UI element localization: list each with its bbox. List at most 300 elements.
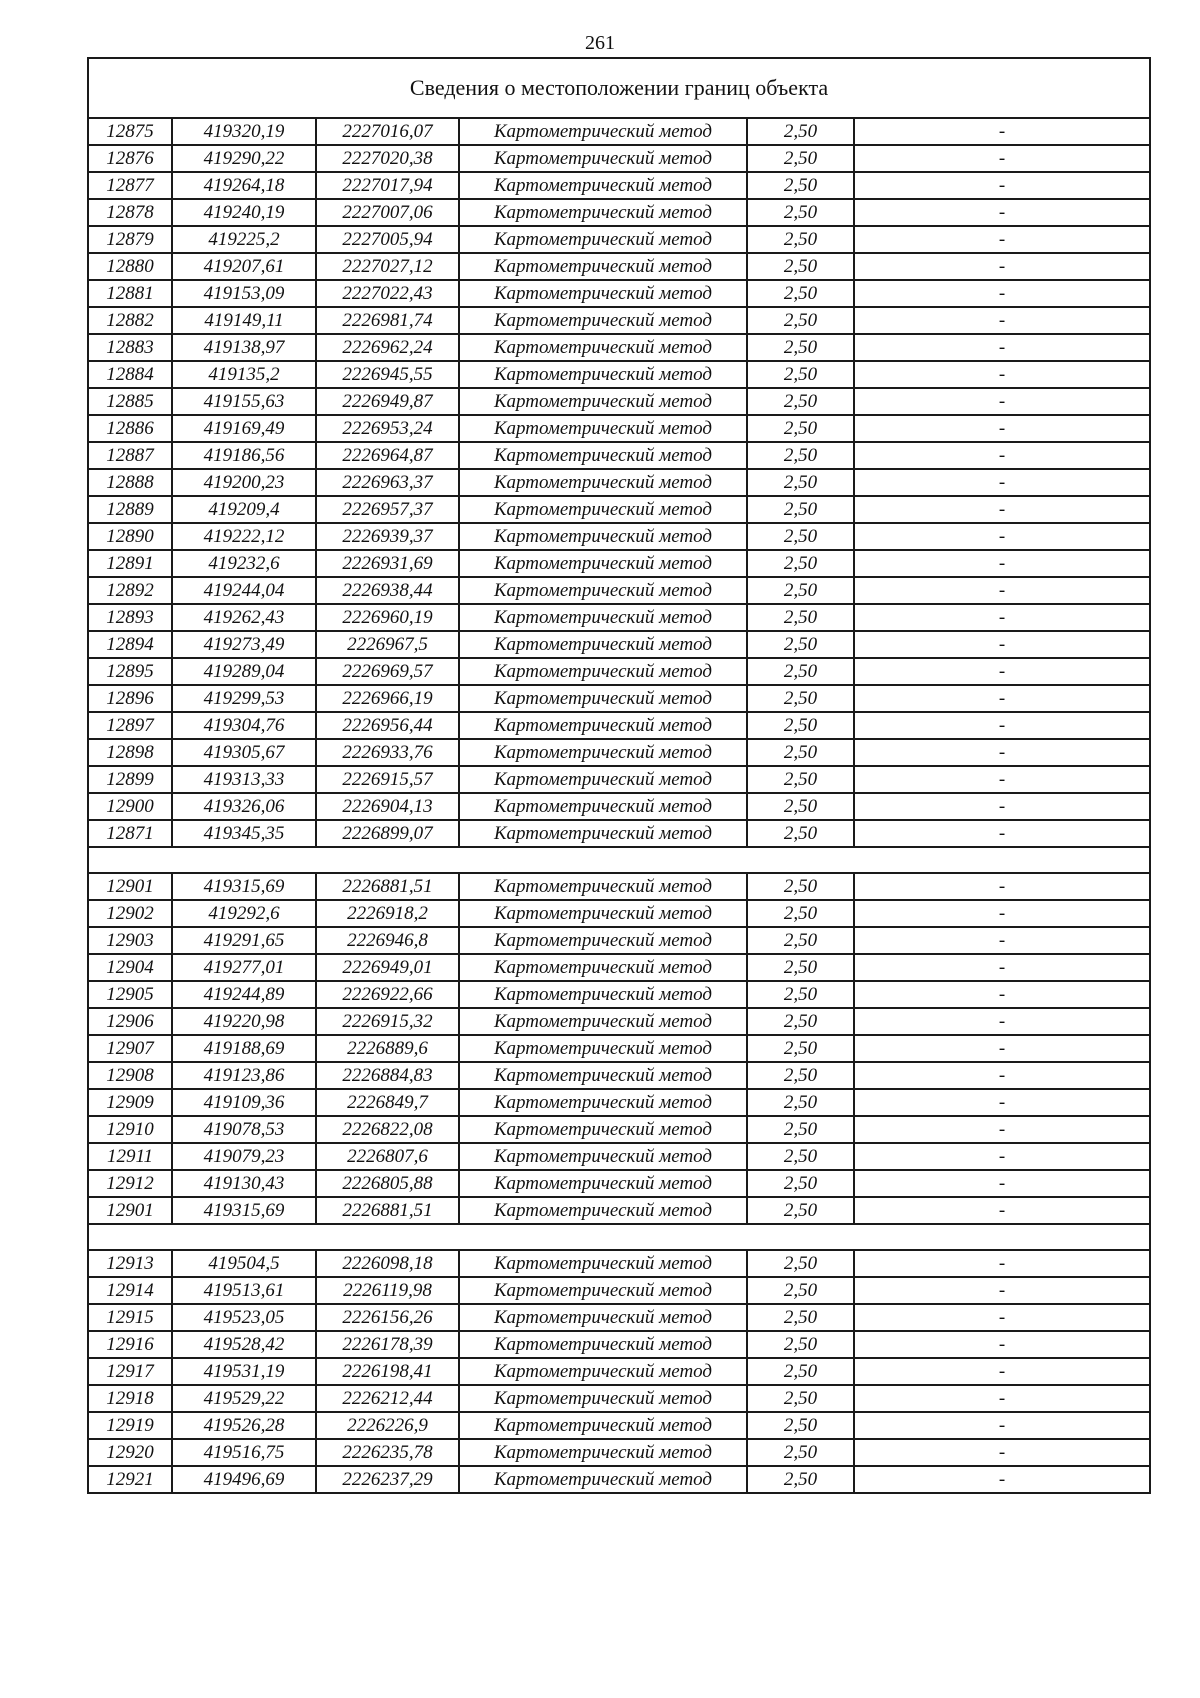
x-coordinate-cell: 419513,61 [172,1277,316,1304]
method-cell: Картометрический метод [459,226,747,253]
accuracy-cell: 2,50 [747,900,854,927]
accuracy-cell: 2,50 [747,172,854,199]
method-cell: Картометрический метод [459,442,747,469]
accuracy-cell: 2,50 [747,658,854,685]
y-coordinate-cell: 2226226,9 [316,1412,459,1439]
table-row [88,1385,1150,1412]
accuracy-cell: 2,50 [747,1439,854,1466]
accuracy-cell: 2,50 [747,1412,854,1439]
accuracy-cell: 2,50 [747,1331,854,1358]
y-coordinate-cell: 2226899,07 [316,820,459,847]
description-cell: - [854,631,1150,658]
table-row [88,1143,1150,1170]
method-cell: Картометрический метод [459,1116,747,1143]
method-cell: Картометрический метод [459,1089,747,1116]
table-row [88,550,1150,577]
point-number-cell: 12906 [88,1008,172,1035]
method-cell: Картометрический метод [459,550,747,577]
point-number-cell: 12892 [88,577,172,604]
description-cell: - [854,1439,1150,1466]
point-number-cell: 12883 [88,334,172,361]
point-number-cell: 12921 [88,1466,172,1493]
table-row [88,1250,1150,1277]
method-cell: Картометрический метод [459,1304,747,1331]
accuracy-cell: 2,50 [747,199,854,226]
point-number-cell: 12910 [88,1116,172,1143]
table-row [88,253,1150,280]
boundary-coordinates-sheet [87,57,1149,1494]
y-coordinate-cell: 2226915,57 [316,766,459,793]
method-cell: Картометрический метод [459,1331,747,1358]
x-coordinate-cell: 419220,98 [172,1008,316,1035]
accuracy-cell: 2,50 [747,1277,854,1304]
point-number-cell: 12891 [88,550,172,577]
y-coordinate-cell: 2226178,39 [316,1331,459,1358]
method-cell: Картометрический метод [459,712,747,739]
y-coordinate-cell: 2226156,26 [316,1304,459,1331]
point-number-cell: 12903 [88,927,172,954]
accuracy-cell: 2,50 [747,1250,854,1277]
description-cell: - [854,793,1150,820]
y-coordinate-cell: 2227027,12 [316,253,459,280]
x-coordinate-cell: 419291,65 [172,927,316,954]
method-cell: Картометрический метод [459,1412,747,1439]
method-cell: Картометрический метод [459,1385,747,1412]
method-cell: Картометрический метод [459,1358,747,1385]
method-cell: Картометрический метод [459,199,747,226]
y-coordinate-cell: 2226953,24 [316,415,459,442]
description-cell: - [854,1143,1150,1170]
x-coordinate-cell: 419523,05 [172,1304,316,1331]
description-cell: - [854,1466,1150,1493]
accuracy-cell: 2,50 [747,793,854,820]
y-coordinate-cell: 2226881,51 [316,1197,459,1224]
description-cell: - [854,145,1150,172]
y-coordinate-cell: 2226949,01 [316,954,459,981]
description-cell: - [854,1412,1150,1439]
y-coordinate-cell: 2226962,24 [316,334,459,361]
method-cell: Картометрический метод [459,981,747,1008]
x-coordinate-cell: 419345,35 [172,820,316,847]
table-row [88,307,1150,334]
table-row [88,1277,1150,1304]
description-cell: - [854,118,1150,145]
table-row [88,1304,1150,1331]
method-cell: Картометрический метод [459,118,747,145]
x-coordinate-cell: 419188,69 [172,1035,316,1062]
table-row [88,793,1150,820]
y-coordinate-cell: 2227007,06 [316,199,459,226]
description-cell: - [854,1197,1150,1224]
point-number-cell: 12882 [88,307,172,334]
point-number-cell: 12894 [88,631,172,658]
accuracy-cell: 2,50 [747,604,854,631]
description-cell: - [854,1116,1150,1143]
accuracy-cell: 2,50 [747,577,854,604]
table-row [88,415,1150,442]
y-coordinate-cell: 2226119,98 [316,1277,459,1304]
method-cell: Картометрический метод [459,793,747,820]
description-cell: - [854,712,1150,739]
method-cell: Картометрический метод [459,1466,747,1493]
y-coordinate-cell: 2227022,43 [316,280,459,307]
accuracy-cell: 2,50 [747,388,854,415]
method-cell: Картометрический метод [459,604,747,631]
accuracy-cell: 2,50 [747,523,854,550]
method-cell: Картометрический метод [459,1170,747,1197]
method-cell: Картометрический метод [459,577,747,604]
y-coordinate-cell: 2226198,41 [316,1358,459,1385]
x-coordinate-cell: 419320,19 [172,118,316,145]
y-coordinate-cell: 2226805,88 [316,1170,459,1197]
method-cell: Картометрический метод [459,307,747,334]
accuracy-cell: 2,50 [747,1385,854,1412]
y-coordinate-cell: 2226212,44 [316,1385,459,1412]
method-cell: Картометрический метод [459,172,747,199]
y-coordinate-cell: 2227016,07 [316,118,459,145]
description-cell: - [854,604,1150,631]
accuracy-cell: 2,50 [747,631,854,658]
point-number-cell: 12904 [88,954,172,981]
description-cell: - [854,334,1150,361]
accuracy-cell: 2,50 [747,820,854,847]
point-number-cell: 12918 [88,1385,172,1412]
accuracy-cell: 2,50 [747,307,854,334]
x-coordinate-cell: 419531,19 [172,1358,316,1385]
y-coordinate-cell: 2226949,87 [316,388,459,415]
accuracy-cell: 2,50 [747,1143,854,1170]
y-coordinate-cell: 2226946,8 [316,927,459,954]
x-coordinate-cell: 419277,01 [172,954,316,981]
method-cell: Картометрический метод [459,280,747,307]
description-cell: - [854,820,1150,847]
description-cell: - [854,981,1150,1008]
table-row [88,820,1150,847]
separator-cell [88,1224,1150,1250]
point-number-cell: 12890 [88,523,172,550]
x-coordinate-cell: 419326,06 [172,793,316,820]
accuracy-cell: 2,50 [747,442,854,469]
table-row [88,469,1150,496]
point-number-cell: 12919 [88,1412,172,1439]
point-number-cell: 12901 [88,873,172,900]
y-coordinate-cell: 2226904,13 [316,793,459,820]
method-cell: Картометрический метод [459,1439,747,1466]
point-number-cell: 12897 [88,712,172,739]
x-coordinate-cell: 419299,53 [172,685,316,712]
x-coordinate-cell: 419496,69 [172,1466,316,1493]
description-cell: - [854,253,1150,280]
x-coordinate-cell: 419262,43 [172,604,316,631]
accuracy-cell: 2,50 [747,1116,854,1143]
table-row [88,685,1150,712]
y-coordinate-cell: 2226969,57 [316,658,459,685]
point-number-cell: 12878 [88,199,172,226]
x-coordinate-cell: 419504,5 [172,1250,316,1277]
y-coordinate-cell: 2226964,87 [316,442,459,469]
accuracy-cell: 2,50 [747,496,854,523]
description-cell: - [854,415,1150,442]
separator-cell [88,847,1150,873]
x-coordinate-cell: 419240,19 [172,199,316,226]
table-row [88,361,1150,388]
accuracy-cell: 2,50 [747,361,854,388]
description-cell: - [854,199,1150,226]
accuracy-cell: 2,50 [747,1304,854,1331]
table-row [88,577,1150,604]
description-cell: - [854,1008,1150,1035]
accuracy-cell: 2,50 [747,1466,854,1493]
y-coordinate-cell: 2226881,51 [316,873,459,900]
y-coordinate-cell: 2226933,76 [316,739,459,766]
description-cell: - [854,469,1150,496]
group-separator-row [88,1224,1150,1250]
table-row [88,145,1150,172]
table-row [88,1466,1150,1493]
accuracy-cell: 2,50 [747,253,854,280]
x-coordinate-cell: 419313,33 [172,766,316,793]
point-number-cell: 12901 [88,1197,172,1224]
table-row [88,118,1150,145]
method-cell: Картометрический метод [459,900,747,927]
accuracy-cell: 2,50 [747,1008,854,1035]
y-coordinate-cell: 2226960,19 [316,604,459,631]
method-cell: Картометрический метод [459,253,747,280]
description-cell: - [854,388,1150,415]
table-row [88,739,1150,766]
description-cell: - [854,1304,1150,1331]
x-coordinate-cell: 419529,22 [172,1385,316,1412]
point-number-cell: 12877 [88,172,172,199]
description-cell: - [854,1062,1150,1089]
accuracy-cell: 2,50 [747,334,854,361]
x-coordinate-cell: 419138,97 [172,334,316,361]
x-coordinate-cell: 419222,12 [172,523,316,550]
x-coordinate-cell: 419516,75 [172,1439,316,1466]
x-coordinate-cell: 419169,49 [172,415,316,442]
method-cell: Картометрический метод [459,469,747,496]
point-number-cell: 12899 [88,766,172,793]
description-cell: - [854,577,1150,604]
description-cell: - [854,307,1150,334]
description-cell: - [854,442,1150,469]
table-row [88,712,1150,739]
accuracy-cell: 2,50 [747,550,854,577]
point-number-cell: 12905 [88,981,172,1008]
description-cell: - [854,873,1150,900]
method-cell: Картометрический метод [459,1197,747,1224]
point-number-cell: 12881 [88,280,172,307]
method-cell: Картометрический метод [459,1035,747,1062]
accuracy-cell: 2,50 [747,954,854,981]
table-row [88,1170,1150,1197]
point-number-cell: 12871 [88,820,172,847]
accuracy-cell: 2,50 [747,873,854,900]
method-cell: Картометрический метод [459,145,747,172]
accuracy-cell: 2,50 [747,1035,854,1062]
description-cell: - [854,1331,1150,1358]
table-row [88,523,1150,550]
x-coordinate-cell: 419290,22 [172,145,316,172]
table-row [88,1116,1150,1143]
accuracy-cell: 2,50 [747,685,854,712]
method-cell: Картометрический метод [459,927,747,954]
method-cell: Картометрический метод [459,415,747,442]
x-coordinate-cell: 419292,6 [172,900,316,927]
accuracy-cell: 2,50 [747,415,854,442]
table-row [88,1439,1150,1466]
table-row [88,604,1150,631]
x-coordinate-cell: 419186,56 [172,442,316,469]
description-cell: - [854,766,1150,793]
description-cell: - [854,226,1150,253]
table-row [88,1089,1150,1116]
point-number-cell: 12916 [88,1331,172,1358]
y-coordinate-cell: 2226098,18 [316,1250,459,1277]
x-coordinate-cell: 419289,04 [172,658,316,685]
description-cell: - [854,900,1150,927]
point-number-cell: 12915 [88,1304,172,1331]
accuracy-cell: 2,50 [747,469,854,496]
table-row [88,766,1150,793]
y-coordinate-cell: 2226889,6 [316,1035,459,1062]
table-row [88,226,1150,253]
y-coordinate-cell: 2226931,69 [316,550,459,577]
accuracy-cell: 2,50 [747,226,854,253]
point-number-cell: 12875 [88,118,172,145]
x-coordinate-cell: 419149,11 [172,307,316,334]
x-coordinate-cell: 419153,09 [172,280,316,307]
point-number-cell: 12876 [88,145,172,172]
x-coordinate-cell: 419209,4 [172,496,316,523]
point-number-cell: 12879 [88,226,172,253]
method-cell: Картометрический метод [459,954,747,981]
point-number-cell: 12912 [88,1170,172,1197]
y-coordinate-cell: 2226939,37 [316,523,459,550]
accuracy-cell: 2,50 [747,981,854,1008]
description-cell: - [854,1250,1150,1277]
x-coordinate-cell: 419225,2 [172,226,316,253]
table-row [88,954,1150,981]
y-coordinate-cell: 2227005,94 [316,226,459,253]
accuracy-cell: 2,50 [747,766,854,793]
point-number-cell: 12887 [88,442,172,469]
description-cell: - [854,739,1150,766]
point-number-cell: 12909 [88,1089,172,1116]
table-row [88,927,1150,954]
x-coordinate-cell: 419273,49 [172,631,316,658]
point-number-cell: 12902 [88,900,172,927]
x-coordinate-cell: 419305,67 [172,739,316,766]
table-row [88,388,1150,415]
x-coordinate-cell: 419079,23 [172,1143,316,1170]
x-coordinate-cell: 419123,86 [172,1062,316,1089]
description-cell: - [854,1035,1150,1062]
point-number-cell: 12914 [88,1277,172,1304]
description-cell: - [854,280,1150,307]
point-number-cell: 12898 [88,739,172,766]
y-coordinate-cell: 2226922,66 [316,981,459,1008]
table-row [88,1035,1150,1062]
point-number-cell: 12917 [88,1358,172,1385]
x-coordinate-cell: 419304,76 [172,712,316,739]
description-cell: - [854,496,1150,523]
table-row [88,442,1150,469]
table-row [88,981,1150,1008]
accuracy-cell: 2,50 [747,1197,854,1224]
method-cell: Картометрический метод [459,496,747,523]
y-coordinate-cell: 2227020,38 [316,145,459,172]
x-coordinate-cell: 419315,69 [172,873,316,900]
method-cell: Картометрический метод [459,1277,747,1304]
point-number-cell: 12886 [88,415,172,442]
point-number-cell: 12885 [88,388,172,415]
table-row [88,658,1150,685]
description-cell: - [854,172,1150,199]
accuracy-cell: 2,50 [747,1170,854,1197]
y-coordinate-cell: 2226822,08 [316,1116,459,1143]
table-row [88,1358,1150,1385]
method-cell: Картометрический метод [459,1250,747,1277]
y-coordinate-cell: 2226981,74 [316,307,459,334]
accuracy-cell: 2,50 [747,280,854,307]
accuracy-cell: 2,50 [747,739,854,766]
description-cell: - [854,1089,1150,1116]
description-cell: - [854,927,1150,954]
y-coordinate-cell: 2227017,94 [316,172,459,199]
method-cell: Картометрический метод [459,739,747,766]
boundary-coordinates-table [87,57,1151,1494]
y-coordinate-cell: 2226235,78 [316,1439,459,1466]
description-cell: - [854,954,1150,981]
table-row [88,1197,1150,1224]
table-row [88,900,1150,927]
point-number-cell: 12893 [88,604,172,631]
accuracy-cell: 2,50 [747,118,854,145]
group-separator-row [88,847,1150,873]
table-row [88,1412,1150,1439]
point-number-cell: 12908 [88,1062,172,1089]
point-number-cell: 12920 [88,1439,172,1466]
table-row [88,199,1150,226]
y-coordinate-cell: 2226237,29 [316,1466,459,1493]
description-cell: - [854,1385,1150,1412]
description-cell: - [854,685,1150,712]
method-cell: Картометрический метод [459,631,747,658]
table-row [88,334,1150,361]
description-cell: - [854,1170,1150,1197]
point-number-cell: 12889 [88,496,172,523]
method-cell: Картометрический метод [459,523,747,550]
x-coordinate-cell: 419244,89 [172,981,316,1008]
y-coordinate-cell: 2226807,6 [316,1143,459,1170]
table-row [88,1331,1150,1358]
accuracy-cell: 2,50 [747,145,854,172]
y-coordinate-cell: 2226849,7 [316,1089,459,1116]
point-number-cell: 12900 [88,793,172,820]
method-cell: Картометрический метод [459,361,747,388]
table-row [88,631,1150,658]
y-coordinate-cell: 2226966,19 [316,685,459,712]
table-row [88,172,1150,199]
point-number-cell: 12911 [88,1143,172,1170]
method-cell: Картометрический метод [459,1008,747,1035]
point-number-cell: 12895 [88,658,172,685]
method-cell: Картометрический метод [459,873,747,900]
x-coordinate-cell: 419232,6 [172,550,316,577]
table-row [88,496,1150,523]
accuracy-cell: 2,50 [747,1062,854,1089]
